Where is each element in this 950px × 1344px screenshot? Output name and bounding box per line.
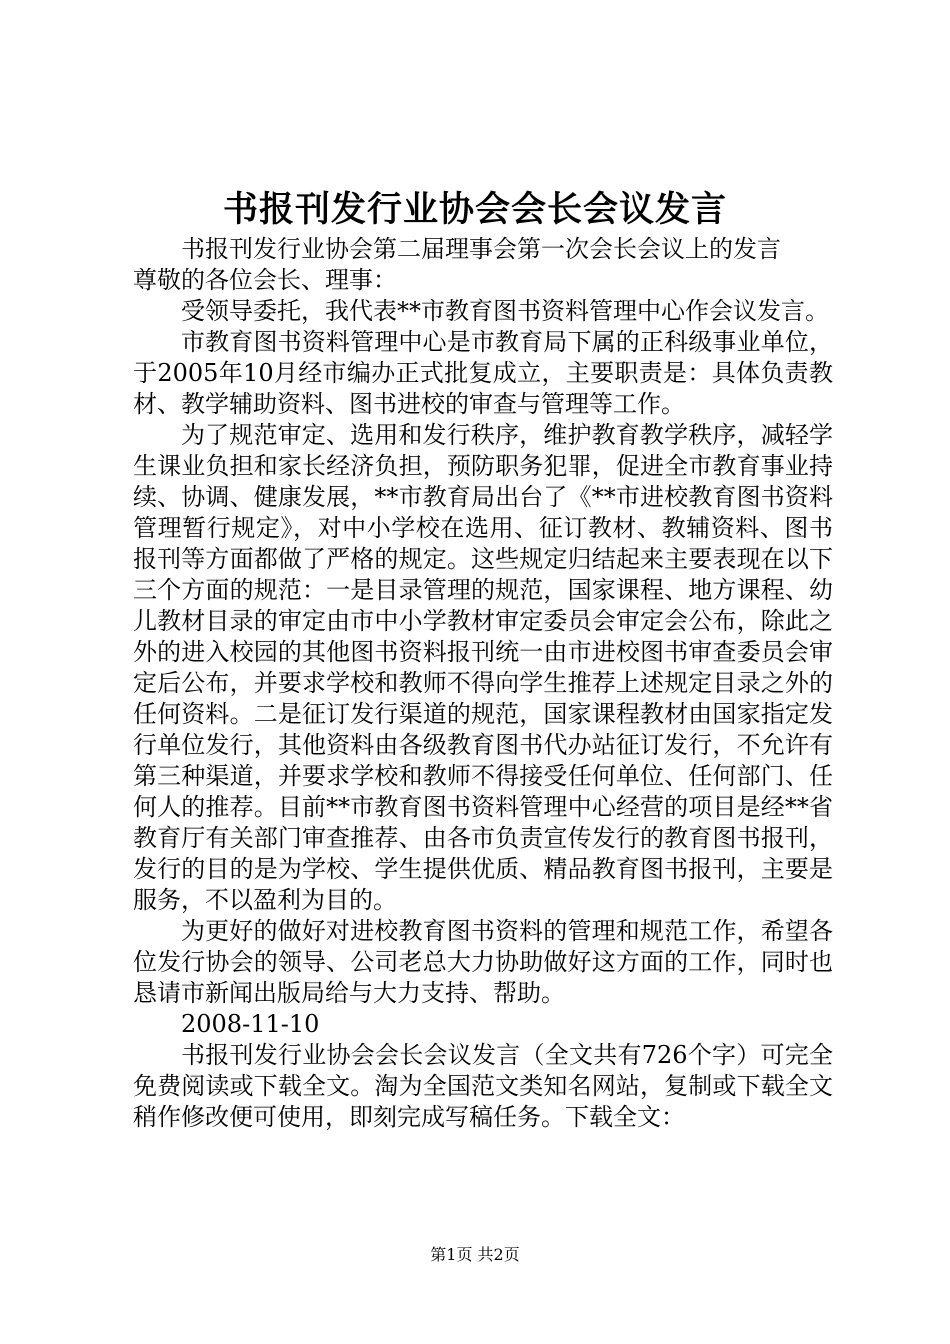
document-title: 书报刊发行业协会会长会议发言 (222, 189, 727, 230)
paragraph-regulations: 为了规范审定、选用和发行秩序，维护教育教学秩序，减轻学生课业负担和家长经济负担，预防职务犯罪，促进全市教育事业持续、协调、健康发展，**市教育局出台了《**市进校教育图书资料管理暂行规定》，对中小学校在选用、征订教材、教辅资料、图书报刊等方面都做了严格的规定。这些规定归结起来主要表现在以下三个方面的规范：一是目录管理的规范，国家课程、地方课程、幼儿教材目录的审定由市中小学教材审定委员会审定会公布，除此之外的进入校园的其他图书资料报刊统一由市进校图书审查委员会审定后公布，并要求学校和教师不得向学生推荐上述规定目录之外的任何资料。二是征订发行渠道的规范，国家课程教材由国家指定发行单位发行，其他资料由各级教育图书代办站征订发行，不允许有第三种渠道，并要求学校和教师不得接受任何单位、任何部门、任何人的推荐。目前**市教育图书资料管理中心经营的项目是经**省教育厅有关部门审查推荐、由各市负责宣传发行的教育图书报刊，发行的目的是为学校、学生提供优质、精品教育图书报刊，主要是服务，不以盈利为目的。 (133, 421, 833, 914)
paragraph-request: 为更好的做好对进校教育图书资料的管理和规范工作，希望各位发行协会的领导、公司老总大力协助做好这方面的工作，同时也恳请市新闻出版局给与大力支持、帮助。 (133, 917, 833, 1007)
page-number-footer: 第1页 共2页 (430, 1245, 520, 1264)
paragraph-salutation: 尊敬的各位会长、理事： (133, 266, 397, 294)
paragraph-intro: 受领导委托，我代表**市教育图书资料管理中心作会议发言。 (181, 297, 829, 325)
paragraph-subtitle: 书报刊发行业协会第二届理事会第一次会长会议上的发言 (181, 235, 781, 263)
paragraph-download-note: 书报刊发行业协会会长会议发言（全文共有726个字）可完全免费阅读或下载全文。淘为全国范文类知名网站，复制或下载全文稍作修改便可使用，即刻完成写稿任务。下载全文： (133, 1041, 833, 1131)
document-date: 2008-11-10 (181, 1010, 320, 1038)
paragraph-center-description: 市教育图书资料管理中心是市教育局下属的正科级事业单位，于2005年10月经市编办正式批复成立，主要职责是：具体负责教材、教学辅助资料、图书进校的审查与管理等工作。 (133, 328, 833, 418)
document-body (133, 234, 833, 1133)
